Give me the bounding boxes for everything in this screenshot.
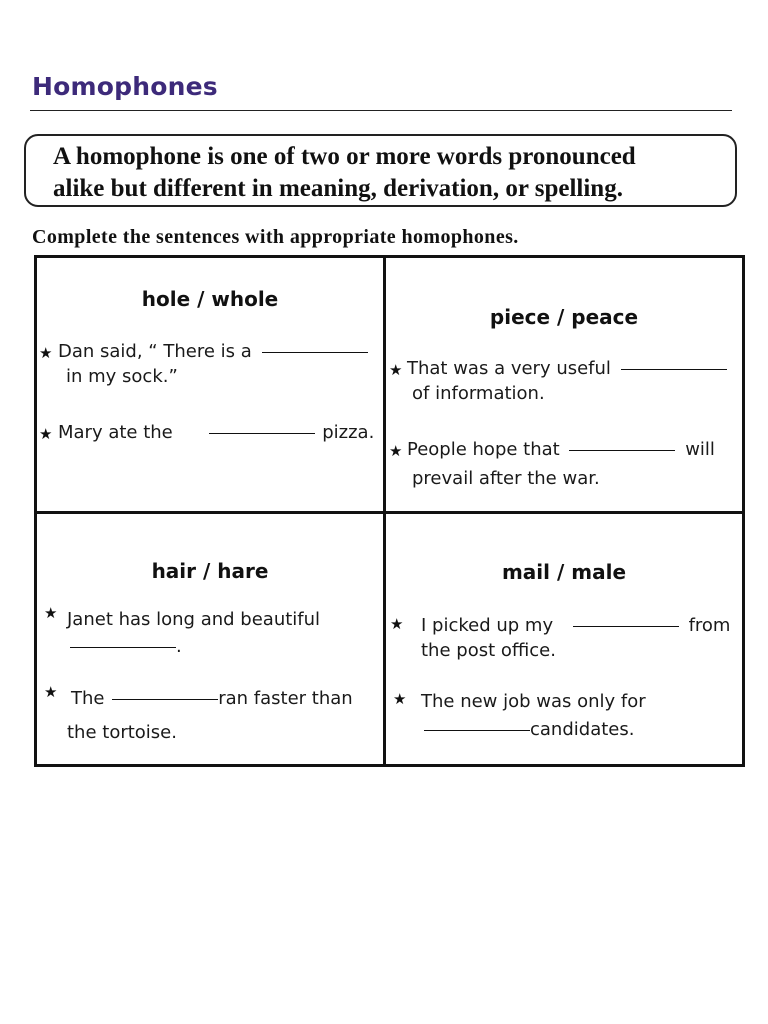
word-pair-title: mail / male [501,560,627,584]
page-title: Homophones [32,72,218,101]
star-icon: ★ [389,362,403,379]
answer-blank[interactable] [209,432,315,434]
sentence-2-continued: prevail after the war. [412,468,600,489]
instruction-text: Complete the sentences with appropriate homophones. [32,226,519,248]
exercise-cell-hair-hare [37,514,383,764]
exercise-cell-piece-peace [386,258,742,511]
exercise-cell-mail-male [386,514,742,764]
star-icon: ★ [44,684,58,701]
star-icon: ★ [39,426,53,443]
exercise-grid [34,255,745,767]
star-icon: ★ [389,443,403,460]
sentence-2-continued: candidates. [424,717,634,742]
star-icon: ★ [390,616,404,633]
sentence-2-continued: the tortoise. [67,722,177,743]
answer-blank[interactable] [262,351,368,353]
answer-blank[interactable] [621,368,727,370]
sentence-1-continued: the post office. [421,640,556,661]
sentence-1-continued: . [70,634,182,659]
sentence-1: That was a very useful [407,356,727,381]
star-icon: ★ [44,605,58,622]
definition-box [24,134,737,207]
sentence-1: Dan said, “ There is a [58,339,368,364]
sentence-2: The ran faster than [71,688,353,709]
answer-blank[interactable] [569,449,675,451]
answer-blank[interactable] [70,646,176,648]
sentence-1-continued: of information. [412,383,545,404]
word-pair-title: hole / whole [141,287,279,311]
sentence-1-continued: in my sock.” [66,366,178,387]
definition-line-1: A homophone is one of two or more words pronounced [53,143,636,170]
word-pair-title: piece / peace [489,305,639,329]
title-divider [30,110,732,111]
definition-line-2: alike but different in meaning, derivation, or spelling. [53,175,623,202]
word-pair-title: hair / hare [151,559,269,583]
answer-blank[interactable] [112,698,218,700]
sentence-1: I picked up my from [421,615,731,636]
exercise-cell-hole-whole [37,258,383,511]
sentence-2: The new job was only for [421,691,646,712]
sentence-1: Janet has long and beautiful [67,609,321,630]
answer-blank[interactable] [424,729,530,731]
answer-blank[interactable] [573,625,679,627]
sentence-2: People hope that will [407,439,715,460]
star-icon: ★ [39,345,53,362]
star-icon: ★ [393,691,407,708]
sentence-2: Mary ate the pizza. [58,422,375,443]
